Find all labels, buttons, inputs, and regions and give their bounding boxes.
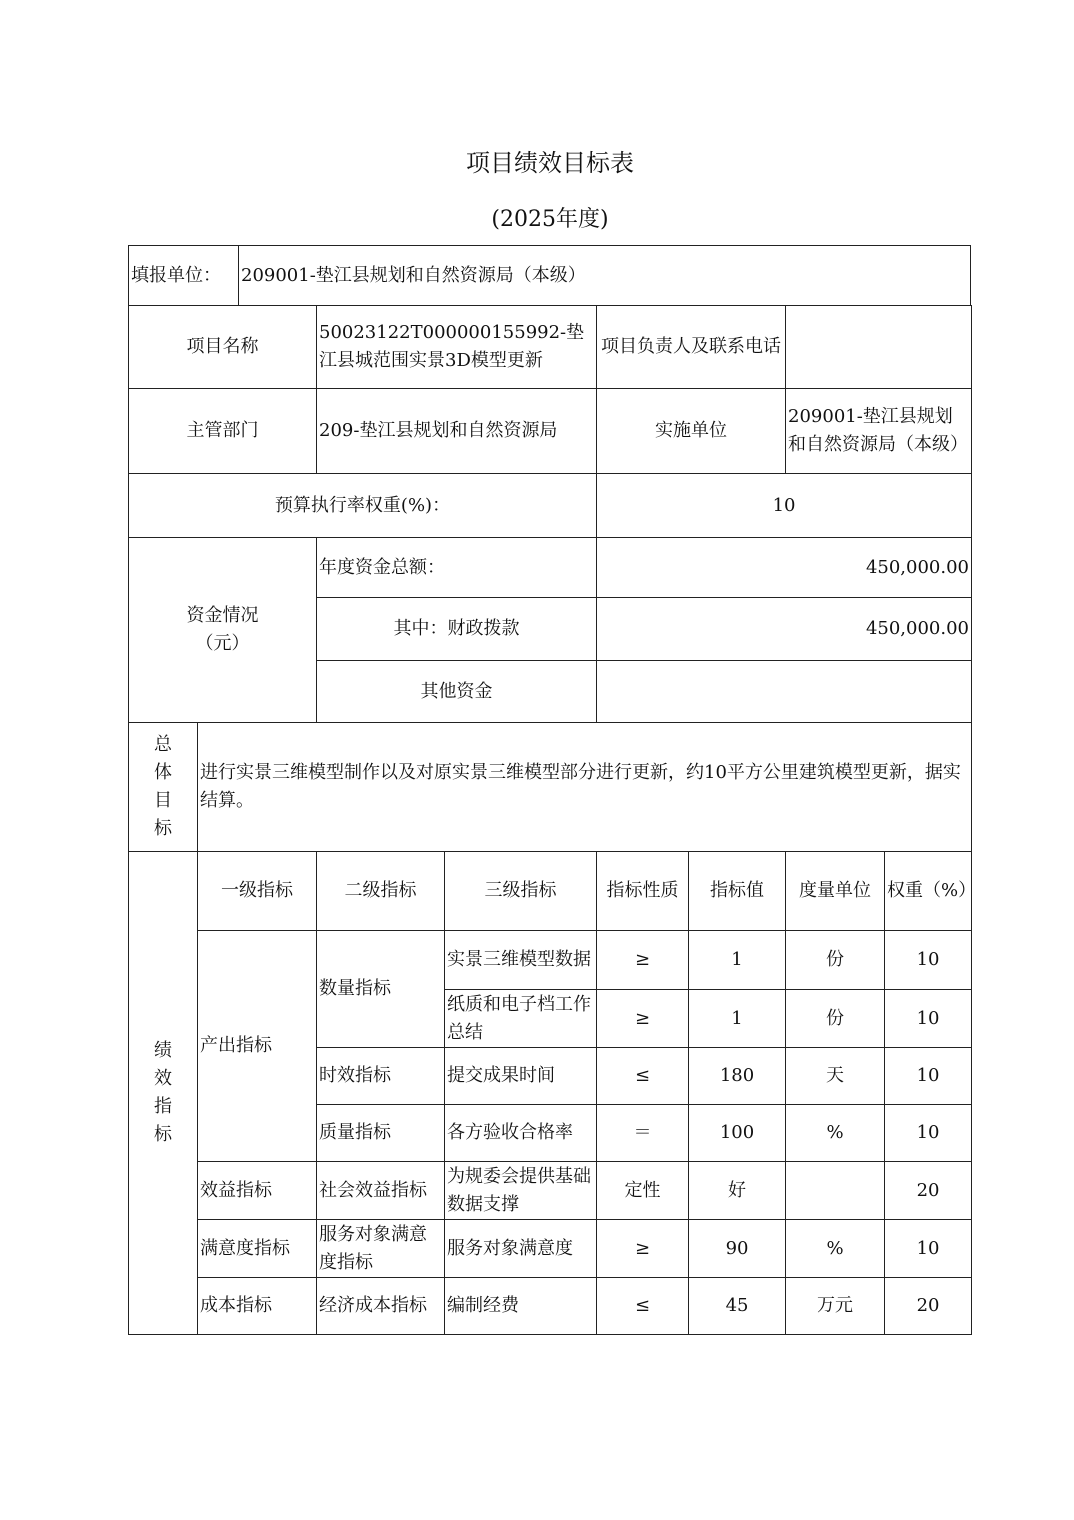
- filler-value: 209001-垫江县规划和自然资源局（本级）: [239, 246, 971, 306]
- impl-label: 实施单位: [597, 389, 786, 474]
- l1-cell: 效益指标: [198, 1162, 317, 1220]
- weight-cell: 10: [885, 1105, 972, 1162]
- funds-other-label: 其他资金: [317, 661, 597, 723]
- value-cell: 45: [689, 1278, 786, 1335]
- nature-cell: ≥: [597, 931, 689, 990]
- contact-value: [786, 306, 972, 389]
- budget-label: 预算执行率权重(%)：: [129, 474, 597, 538]
- unit-cell: 万元: [786, 1278, 885, 1335]
- l3-cell: 为规委会提供基础数据支撑: [445, 1162, 597, 1220]
- nature-cell: 定性: [597, 1162, 689, 1220]
- filler-label: 填报单位：: [129, 246, 239, 306]
- l2-cell: 经济成本指标: [317, 1278, 445, 1335]
- l2-cell: 数量指标: [317, 931, 445, 1048]
- header-unit: 度量单位: [786, 852, 885, 931]
- unit-cell: %: [786, 1105, 885, 1162]
- unit-cell: %: [786, 1220, 885, 1278]
- value-cell: 1: [689, 990, 786, 1048]
- l2-cell: 社会效益指标: [317, 1162, 445, 1220]
- value-cell: 100: [689, 1105, 786, 1162]
- unit-cell: 天: [786, 1048, 885, 1105]
- weight-cell: 20: [885, 1162, 972, 1220]
- goal-label: 总体目标: [154, 734, 172, 839]
- dept-label: 主管部门: [129, 389, 317, 474]
- budget-value: 10: [597, 474, 972, 538]
- l2-cell: 时效指标: [317, 1048, 445, 1105]
- value-cell: 180: [689, 1048, 786, 1105]
- l3-cell: 编制经费: [445, 1278, 597, 1335]
- project-name-label: 项目名称: [129, 306, 317, 389]
- goal-value: 进行实景三维模型制作以及对原实景三维模型部分进行更新，约10平方公里建筑模型更新，据实结算。: [198, 723, 972, 852]
- page-title: 项目绩效目标表: [466, 149, 634, 177]
- project-name-value: 50023122T000000155992-垫江县城范围实景3D模型更新: [317, 306, 597, 389]
- l3-cell: 实景三维模型数据: [445, 931, 597, 990]
- l3-cell: 服务对象满意度: [445, 1220, 597, 1278]
- nature-cell: ＝: [597, 1105, 689, 1162]
- performance-table: [128, 305, 977, 1335]
- weight-cell: 10: [885, 1220, 972, 1278]
- funds-label: 资金情况（元）: [129, 538, 317, 723]
- l1-cell: 满意度指标: [198, 1220, 317, 1278]
- table-row: [129, 1220, 972, 1278]
- weight-cell: 10: [885, 1048, 972, 1105]
- header-l2: 二级指标: [317, 852, 445, 931]
- l3-cell: 提交成果时间: [445, 1048, 597, 1105]
- nature-cell: ≤: [597, 1048, 689, 1105]
- nature-cell: ≤: [597, 1278, 689, 1335]
- l2-cell: 服务对象满意度指标: [317, 1220, 445, 1278]
- unit-cell: 份: [786, 990, 885, 1048]
- funds-total-label: 年度资金总额：: [317, 538, 597, 598]
- funds-fiscal-value: 450,000.00: [597, 598, 972, 661]
- unit-cell: 份: [786, 931, 885, 990]
- header-l1: 一级指标: [198, 852, 317, 931]
- weight-cell: 10: [885, 931, 972, 990]
- page-subtitle: (2025年度): [491, 207, 609, 232]
- l3-cell: 各方验收合格率: [445, 1105, 597, 1162]
- header-value: 指标值: [689, 852, 786, 931]
- weight-cell: 20: [885, 1278, 972, 1335]
- table-row: [129, 931, 972, 990]
- header-l3: 三级指标: [445, 852, 597, 931]
- contact-label: 项目负责人及联系电话: [597, 306, 786, 389]
- impl-value: 209001-垫江县规划和自然资源局（本级）: [786, 389, 972, 474]
- indicators-label: 绩效指标: [154, 1040, 172, 1145]
- funds-total-value: 450,000.00: [597, 538, 972, 598]
- filler-table: [128, 245, 971, 306]
- dept-value: 209-垫江县规划和自然资源局: [317, 389, 597, 474]
- l1-cell: 产出指标: [198, 931, 317, 1162]
- header-weight: 权重（%）: [885, 852, 972, 931]
- weight-cell: 10: [885, 990, 972, 1048]
- table-row: [129, 1278, 972, 1335]
- l1-cell: 成本指标: [198, 1278, 317, 1335]
- nature-cell: ≥: [597, 990, 689, 1048]
- funds-other-value: [597, 661, 972, 723]
- value-cell: 1: [689, 931, 786, 990]
- nature-cell: ≥: [597, 1220, 689, 1278]
- table-row: [129, 1162, 972, 1220]
- l3-cell: 纸质和电子档工作总结: [445, 990, 597, 1048]
- value-cell: 90: [689, 1220, 786, 1278]
- value-cell: 好: [689, 1162, 786, 1220]
- funds-fiscal-label: 其中：财政拨款: [317, 598, 597, 661]
- unit-cell: [786, 1162, 885, 1220]
- header-nature: 指标性质: [597, 852, 689, 931]
- l2-cell: 质量指标: [317, 1105, 445, 1162]
